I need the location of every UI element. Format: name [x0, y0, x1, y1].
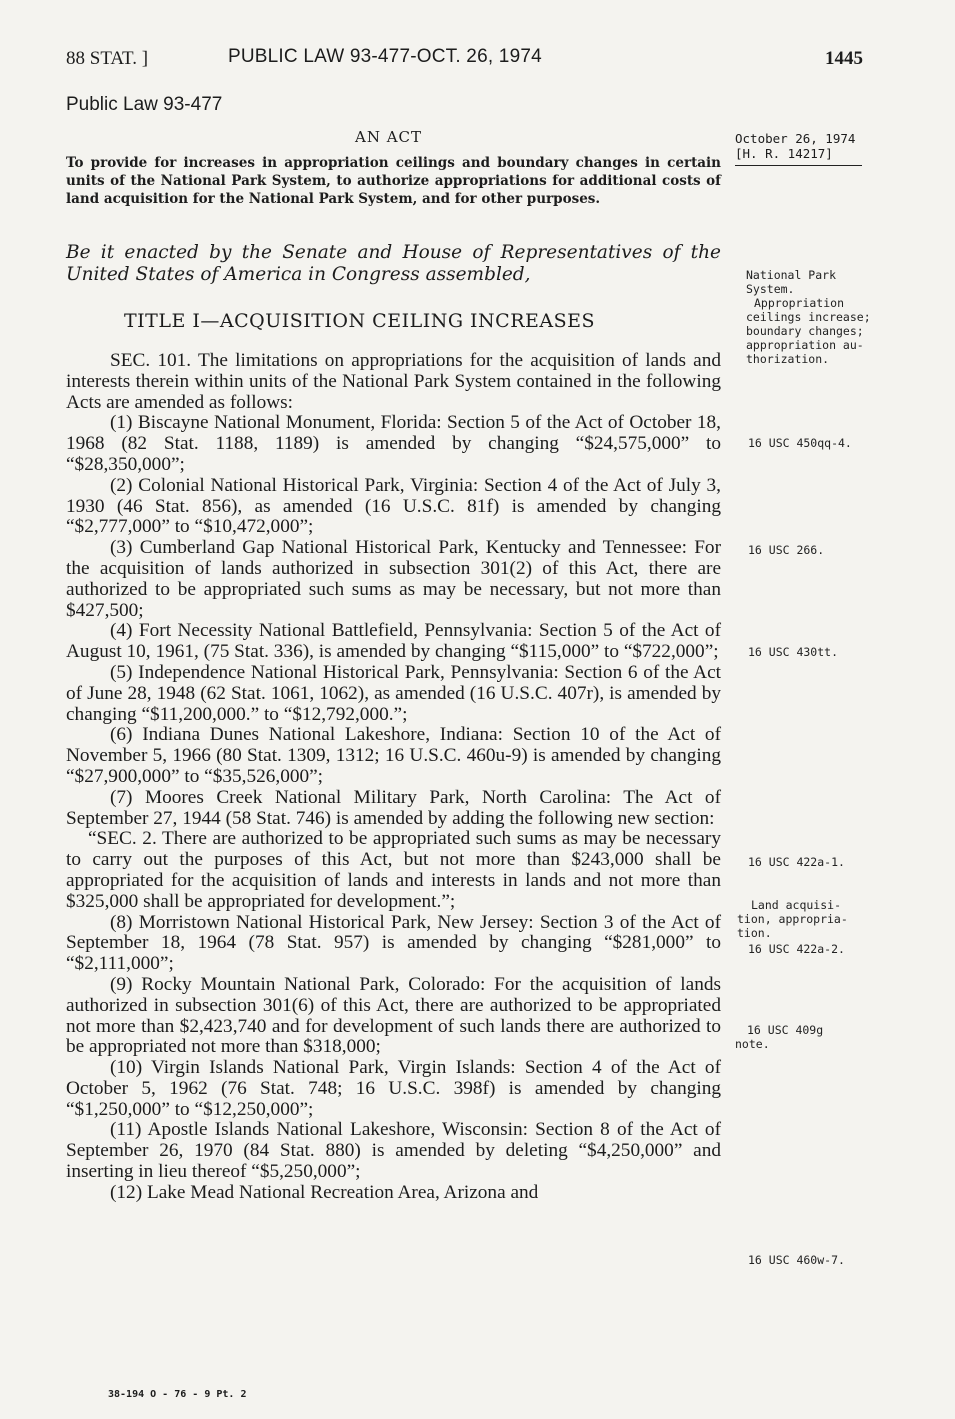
- list-item: (6) Indiana Dunes National Lakeshore, Indiana: Section 10 of the Act of November 5, 1966 (80 Stat. 1309, 1312; 16 U.S.C. 460u-9) is amended by changing “$27,900,000” to “$35,526,000”;: [66, 724, 721, 787]
- margin-note-line: tion, appropria-: [737, 912, 848, 926]
- act-label: AN ACT: [355, 128, 423, 146]
- list-item: (12) Lake Mead National Recreation Area, Arizona and: [110, 1181, 539, 1203]
- list-item: (9) Rocky Mountain National Park, Colorado: For the acquisition of lands authorized in subsection 301(6) of this Act, there are authorized to be appropriated not more than $2,423,740 and for development of such lands there are authorized to be appropriated not more than $318,000;: [66, 973, 721, 1058]
- quoted-section: “SEC. 2. There are authorized to be appropriated such sums as may be necessary to carry out the purposes of this Act, but not more than $243,000 shall be appropriated for the acquisition of lands and interests in lands and not more than $325,000 shall be appropriated for development.”;: [66, 828, 721, 912]
- title-heading: TITLE I—ACQUISITION CEILING INCREASES: [124, 310, 596, 332]
- section-body: [66, 351, 721, 1204]
- list-item: (5) Independence National Historical Park, Pennsylvania: Section 6 of the Act of June 28, 1948 (62 Stat. 1061, 1062), as amended (16 U.S.C. 407r), is amended by changing “$11,200,000.” to “$12,792,000.”;: [66, 661, 721, 725]
- margin-note-line: appropriation au-: [746, 338, 864, 352]
- list-item: (8) Morristown National Historical Park, New Jersey: Section 3 of the Act of September 18, 1964 (78 Stat. 957) is amended by changing “$281,000” to “$2,111,000”;: [66, 911, 721, 975]
- margin-note-usc-450qq: 16 USC 450qq-4.: [748, 436, 852, 450]
- margin-note-usc-430tt: 16 USC 430tt.: [748, 645, 839, 659]
- margin-note-usc-266: 16 USC 266.: [748, 543, 825, 557]
- enactment-date: October 26, 1974: [735, 131, 856, 146]
- margin-note-line: System.: [746, 282, 795, 296]
- margin-note-line: 16 USC 409g: [747, 1023, 824, 1037]
- date-block: [735, 131, 860, 166]
- margin-note-line: tion.: [737, 926, 772, 940]
- margin-note-usc-409g: [735, 1023, 823, 1051]
- margin-note-line: boundary changes;: [746, 324, 864, 338]
- page-number: 1445: [825, 48, 863, 69]
- sec101-intro: SEC. 101. The limitations on appropriations for the acquisition of lands and interests therein within units of the National Park System contained in the following Acts are amended as follows:: [66, 350, 721, 413]
- margin-note-land-acquisition: [737, 898, 848, 940]
- margin-note-line: thorization.: [746, 352, 830, 366]
- enacting-clause: Be it enacted by the Senate and House of Representatives of the United States of America in Congress assembled,: [66, 242, 721, 285]
- margin-note-usc-422a2: 16 USC 422a-2.: [748, 942, 845, 956]
- margin-note-line: Land acquisi-: [751, 898, 842, 912]
- act-purpose: To provide for increases in appropriation ceilings and boundary changes in certain units of the National Park System, to authorize appropriations for additional costs of land acquisition for the National Park System, and for other purposes.: [66, 155, 721, 207]
- margin-note-line: Appropriation: [754, 296, 845, 310]
- stat-reference: 88 STAT. ]: [66, 48, 149, 69]
- printing-footer: 38-194 O - 76 - 9 Pt. 2: [108, 1389, 247, 1400]
- list-item: (2) Colonial National Historical Park, Virginia: Section 4 of the Act of July 3, 1930 (46 Stat. 856), as amended (16 U.S.C. 81f) is amended by changing “$2,777,000” to “$10,472,000”;: [66, 474, 721, 538]
- date-rule-divider: [735, 165, 862, 166]
- list-item: (3) Cumberland Gap National Historical Park, Kentucky and Tennessee: For the acquisition of lands authorized in subsection 301(2) of this Act, there are authorized to be appropriated such sums as may be necessary, but not more than $427,500;: [66, 537, 721, 621]
- margin-note-line: note.: [735, 1037, 770, 1051]
- bill-number: [H. R. 14217]: [735, 146, 833, 161]
- margin-note-usc-422a1: 16 USC 422a-1.: [748, 855, 845, 869]
- margin-note-national-park: [746, 268, 871, 366]
- list-item: (4) Fort Necessity National Battlefield, Pennsylvania: Section 5 of the Act of August 10, 1961, (75 Stat. 336), is amended by changing “$115,000” to “$722,000”;: [66, 620, 721, 663]
- list-item: (10) Virgin Islands National Park, Virgin Islands: Section 4 of the Act of October 5, 1962 (76 Stat. 748; 16 U.S.C. 398f) is amended by changing “$1,250,000” to “$12,250,000”;: [66, 1057, 721, 1120]
- margin-note-line: National Park: [746, 268, 837, 282]
- list-item: (11) Apostle Islands National Lakeshore, Wisconsin: Section 8 of the Act of September 26, 1970 (84 Stat. 880) is amended by deleting “$4,250,000” and inserting in lieu thereof “$5,250,000”;: [66, 1119, 721, 1183]
- list-item: (1) Biscayne National Monument, Florida: Section 5 of the Act of October 18, 1968 (82 Stat. 1188, 1189) is amended by changing “$24,575,000” to “$28,350,000”;: [66, 412, 721, 475]
- list-item: (7) Moores Creek National Military Park, North Carolina: The Act of September 27, 1944 (58 Stat. 746) is amended by adding the following new section:: [66, 786, 721, 829]
- margin-note-usc-460w7: 16 USC 460w-7.: [748, 1253, 845, 1267]
- margin-note-line: ceilings increase;: [746, 310, 871, 324]
- public-law-number: Public Law 93-477: [66, 94, 223, 115]
- running-header-title: PUBLIC LAW 93-477-OCT. 26, 1974: [228, 46, 542, 67]
